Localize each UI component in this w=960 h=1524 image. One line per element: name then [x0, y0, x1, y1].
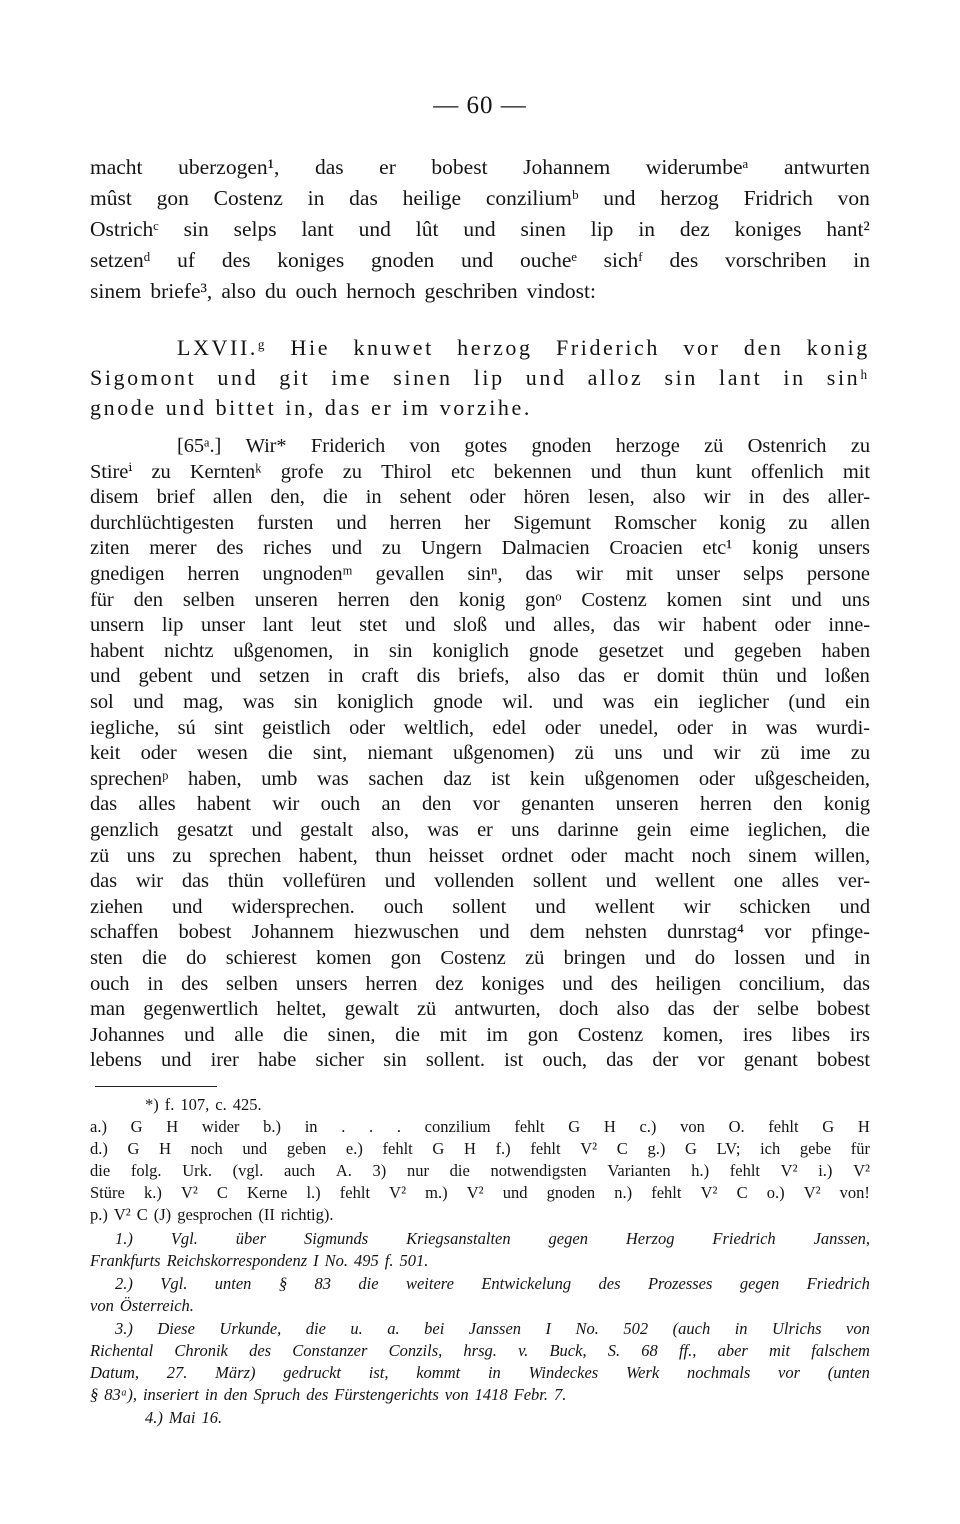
text-line: das wir das thün vollefüren und vollenden sollent und wellent one alles ver- [90, 870, 870, 893]
text-line: und gebent und setzen in craft dis briefs, also das er domit thün und loßen [90, 665, 870, 688]
text-line: unsern lip unser lant leut stet und sloß und alles, das wir habent oder inne- [90, 614, 870, 637]
footnote-line: Richental Chronik des Constanzer Conzils, hrsg. v. Buck, S. 68 ff., aber mit falschem [90, 1341, 870, 1360]
footnote-line: *) f. 107, c. 425. [145, 1095, 262, 1114]
text-line: [65ᵃ.] Wir* Friderich von gotes gnoden herzoge zü Ostenrich zu [177, 435, 870, 457]
heading-line: Sigomont und git ime sinen lip und alloz sin lant in sinʰ [90, 365, 870, 390]
text-line: macht uberzogen¹, das er bobest Johannem widerumbeᵃ antwurten [90, 155, 870, 179]
text-line: disem brief allen den, die in sehent oder hören lesen, also wir in des aller- [90, 486, 870, 509]
text-line: keit oder wesen die sint, niemant ußgenomen) zü uns und wir zü ime zu [90, 742, 870, 765]
text-line: sol und mag, was sin koniglich gnode wil. und was ein ieglicher (und ein [90, 691, 870, 713]
text-line: ziten merer des riches und zu Ungern Dalmacien Croacien etc¹ konig unsers [90, 537, 870, 560]
footnote-line: d.) G H noch und geben e.) fehlt G H f.) fehlt V² C g.) G LV; ich gebe für [90, 1139, 870, 1158]
text-line: sinem briefe³, also du ouch hernoch geschriben vindost: [90, 279, 596, 303]
text-line: schaffen bobest Johannem hiezwuschen und dem nehsten dunrstag⁴ vor pfinge- [90, 921, 870, 944]
text-line: durchlüchtigesten fursten und herren her Sigemunt Romscher konig zu allen [90, 511, 870, 534]
text-line: ziehen und widersprechen. ouch sollent und wellent wir schicken und [90, 895, 870, 918]
footnote-line: Stüre k.) V² C Kerne l.) fehlt V² m.) V² und gnoden n.) fehlt V² C o.) V² von! [90, 1183, 870, 1202]
footnote-divider [95, 1086, 217, 1087]
footnote-line: 3.) Diese Urkunde, die u. a. bei Janssen I No. 502 (auch in Ulrichs von [115, 1319, 870, 1338]
text-line: sprechenᵖ haben, umb was sachen daz ist kein ußgenomen oder ußgescheiden, [90, 767, 870, 790]
text-line: genzlich gesatzt und gestalt also, was er uns darinne gein eime ieglichen, die [90, 819, 870, 841]
text-line: Johannes und alle die sinen, die mit im gon Costenz komen, ires libes irs [90, 1023, 870, 1046]
text-line: lebens und irer habe sicher sin sollent. ist ouch, das der vor genant bobest [90, 1049, 870, 1072]
footnote-line: die folg. Urk. (vgl. auch A. 3) nur die notwendigsten Varianten h.) fehlt V² i.) V² [90, 1161, 870, 1180]
text-line: das alles habent wir ouch an den vor genanten unseren herren den konig [90, 793, 870, 816]
text-line: habent nichtz ußgenomen, in sin koniglich gnode gesetzet und gegeben haben [90, 639, 870, 662]
text-line: mûst gon Costenz in das heilige conziliumᵇ und herzog Fridrich von [90, 186, 870, 210]
footnote-line: a.) G H wider b.) in . . . conzilium fehlt G H c.) von O. fehlt G H [90, 1117, 870, 1136]
footnote-line: § 83ᵃ), inseriert in den Spruch des Fürstengerichts von 1418 Febr. 7. [90, 1385, 567, 1404]
text-line: setzenᵈ uf des koniges gnoden und oucheᵉ sichᶠ des vorschriben in [90, 248, 870, 272]
text-line: ouch in des selben unsers herren dez koniges und des heiligen concilium, das [90, 972, 870, 995]
footnote-line: 4.) Mai 16. [145, 1408, 223, 1427]
text-line: iegliche, sú sint geistlich oder weltlich, edel oder unedel, oder in was wurdi- [90, 716, 870, 739]
text-line: gnedigen herren ungnodenᵐ gevallen sinⁿ, das wir mit unser selps persone [90, 563, 870, 585]
heading-line: LXVII.ᵍ Hie knuwet herzog Friderich vor den konig [177, 335, 870, 360]
heading-line: gnode und bittet in, das er im vorzihe. [90, 395, 532, 420]
text-line: zü uns zu sprechen habent, thun heisset ordnet oder macht noch sinem willen, [90, 844, 870, 867]
footnote-line: 1.) Vgl. über Sigmunds Kriegsanstalten gegen Herzog Friedrich Janssen, [115, 1229, 870, 1248]
text-line: für den selben unseren herren den konig gonᵒ Costenz komen sint und uns [90, 588, 870, 611]
text-line: man gegenwertlich heltet, gewalt zü antwurten, doch also das der selbe bobest [90, 998, 870, 1021]
footnote-line: Datum, 27. März) gedruckt ist, kommt in Windeckes Werk nochmals vor (unten [90, 1363, 870, 1382]
text-line: Stireⁱ zu Kerntenᵏ grofe zu Thirol etc bekennen und thun kunt offenlich mit [90, 460, 870, 483]
text-line: sten die do schierest komen gon Costenz zü bringen und do lossen und in [90, 947, 870, 969]
footnote-line: 2.) Vgl. unten § 83 die weitere Entwickelung des Prozesses gegen Friedrich [115, 1274, 870, 1293]
footnote-line: p.) V² C (J) gesprochen (II richtig). [90, 1205, 334, 1224]
page-number: — 60 — [433, 92, 527, 119]
text-line: Ostrichᶜ sin selps lant und lût und sinen lip in dez koniges hant² [90, 217, 870, 241]
footnote-line: von Österreich. [90, 1296, 194, 1315]
footnote-line: Frankfurts Reichskorrespondenz I No. 495 f. 501. [90, 1251, 429, 1270]
